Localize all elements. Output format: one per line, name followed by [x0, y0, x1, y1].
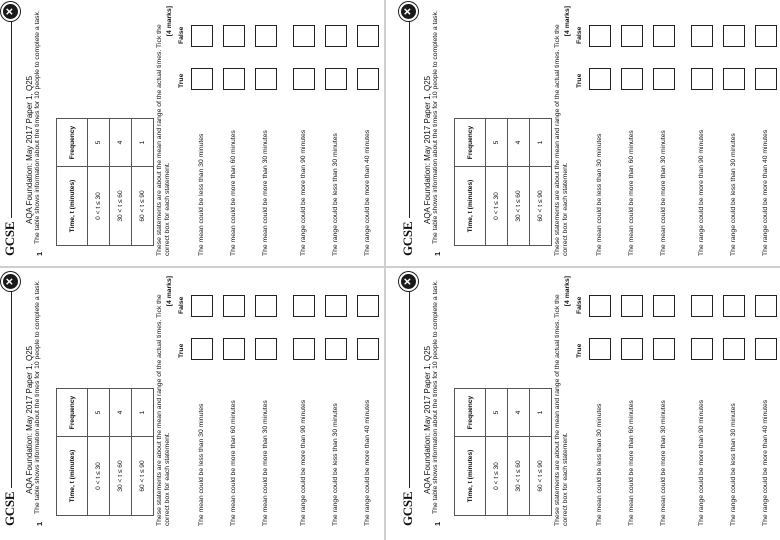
table-cell: 5 [486, 389, 508, 437]
table-header: Frequency [455, 119, 486, 167]
table-cell: 1 [132, 119, 154, 167]
statement-text: The range could be less than 30 minutes [332, 133, 339, 256]
table-cell: 0 < t ≤ 30 [88, 437, 110, 516]
table-row [508, 389, 530, 516]
false-checkbox[interactable] [293, 295, 315, 317]
table-row [486, 119, 508, 246]
table-cell: 4 [508, 119, 530, 167]
statement-text: The mean could be more than 30 minutes [262, 400, 269, 526]
table-cell: 4 [110, 389, 132, 437]
statement-text: The mean could be more than 30 minutes [262, 130, 269, 256]
table-cell: 30 < t ≤ 60 [110, 437, 132, 516]
worksheet-sheet [0, 0, 382, 262]
header-rule [409, 4, 410, 222]
table-header-row [455, 119, 486, 246]
table-cell: 30 < t ≤ 60 [508, 167, 530, 246]
table-cell: 0 < t ≤ 30 [486, 437, 508, 516]
statement-text: The mean could be less than 30 minutes [596, 403, 603, 526]
statement-text: The range could be more than 40 minutes [762, 129, 769, 256]
table-cell: 0 < t ≤ 30 [88, 167, 110, 246]
instruction-text: These statements are about the mean and range of the actual times. Tick the correct box for each statement. [156, 294, 171, 526]
table-header: Time, t (minutes) [455, 167, 486, 246]
statement-text: The mean could be more than 60 minutes [628, 130, 635, 256]
question-number: 1 [35, 521, 44, 526]
table-cell: 30 < t ≤ 60 [508, 437, 530, 516]
source-title: AQA Foundation: May 2017 Paper 1, Q25 [423, 75, 432, 224]
true-checkbox[interactable] [325, 68, 347, 90]
horizontal-divider [0, 266, 780, 268]
false-checkbox[interactable] [691, 25, 713, 47]
question-text: The table shows information about the times for 10 people to complete a task. [432, 10, 439, 244]
header-rule [11, 4, 12, 222]
worksheet-sheet [398, 270, 780, 532]
false-checkbox[interactable] [223, 295, 245, 317]
false-checkbox[interactable] [357, 25, 379, 47]
false-header: False [576, 26, 583, 44]
gcse-badge: GCSE [2, 488, 18, 526]
table-row [88, 389, 110, 516]
table-cell: 60 < t ≤ 90 [530, 437, 552, 516]
statement-text: The mean could be more than 60 minutes [230, 130, 237, 256]
table-header-row [57, 389, 88, 516]
table-row [486, 389, 508, 516]
worksheet-panel-bottom-right [398, 270, 780, 532]
header-band [0, 270, 24, 532]
table-cell: 1 [530, 389, 552, 437]
table-row [110, 389, 132, 516]
false-checkbox[interactable] [223, 25, 245, 47]
marks-label: [4 marks] [564, 276, 571, 307]
table-row [110, 119, 132, 246]
false-checkbox[interactable] [255, 25, 277, 47]
worksheet-panel-top-right [398, 0, 780, 262]
statement-text: The range could be more than 90 minutes [698, 129, 705, 256]
statement-text: The mean could be less than 30 minutes [198, 403, 205, 526]
true-checkbox[interactable] [723, 68, 745, 90]
gcse-badge: GCSE [2, 218, 18, 256]
instruction-text: These statements are about the mean and range of the actual times. Tick the correct box for each statement. [554, 24, 569, 256]
question-number: 1 [433, 521, 442, 526]
header-band [398, 0, 422, 262]
table-cell: 60 < t ≤ 90 [132, 167, 154, 246]
true-checkbox[interactable] [223, 68, 245, 90]
table-row [132, 119, 154, 246]
false-checkbox[interactable] [653, 295, 675, 317]
table-cell: 5 [88, 389, 110, 437]
frequency-table [454, 388, 552, 516]
true-checkbox[interactable] [691, 68, 713, 90]
table-header-row [455, 389, 486, 516]
false-checkbox[interactable] [755, 25, 777, 47]
statement-text: The mean could be more than 60 minutes [230, 400, 237, 526]
false-checkbox[interactable] [621, 25, 643, 47]
true-checkbox[interactable] [191, 338, 213, 360]
statement-text: The mean could be more than 30 minutes [660, 130, 667, 256]
false-checkbox[interactable] [191, 25, 213, 47]
table-cell: 1 [132, 389, 154, 437]
true-checkbox[interactable] [723, 338, 745, 360]
false-header: False [178, 296, 185, 314]
table-header: Frequency [455, 389, 486, 437]
true-checkbox[interactable] [191, 68, 213, 90]
true-checkbox[interactable] [755, 68, 777, 90]
table-cell: 60 < t ≤ 90 [132, 437, 154, 516]
statement-text: The mean could be less than 30 minutes [596, 133, 603, 256]
source-title: AQA Foundation: May 2017 Paper 1, Q25 [423, 345, 432, 494]
source-title: AQA Foundation: May 2017 Paper 1, Q25 [25, 75, 34, 224]
false-checkbox[interactable] [653, 25, 675, 47]
instruction-text: These statements are about the mean and range of the actual times. Tick the correct box for each statement. [554, 294, 569, 526]
table-row [508, 119, 530, 246]
true-header: True [178, 343, 185, 358]
false-checkbox[interactable] [325, 25, 347, 47]
worksheet-sheet [398, 0, 780, 262]
true-checkbox[interactable] [223, 338, 245, 360]
false-checkbox[interactable] [191, 295, 213, 317]
table-cell: 0 < t ≤ 30 [486, 167, 508, 246]
question-number: 1 [35, 251, 44, 256]
false-checkbox[interactable] [723, 25, 745, 47]
false-checkbox[interactable] [589, 295, 611, 317]
table-cell: 5 [486, 119, 508, 167]
false-checkbox[interactable] [723, 295, 745, 317]
false-header: False [576, 296, 583, 314]
true-header: True [576, 73, 583, 88]
statement-text: The range could be less than 30 minutes [730, 403, 737, 526]
frequency-table [454, 118, 552, 246]
statement-text: The range could be more than 90 minutes [698, 399, 705, 526]
true-checkbox[interactable] [293, 68, 315, 90]
marks-label: [4 marks] [166, 6, 173, 37]
source-title: AQA Foundation: May 2017 Paper 1, Q25 [25, 345, 34, 494]
logo-icon: ✕ [1, 272, 20, 291]
table-row [530, 119, 552, 246]
table-header-row [57, 119, 88, 246]
header-rule [409, 274, 410, 492]
logo-icon: ✕ [1, 2, 20, 21]
logo-icon: ✕ [399, 2, 418, 21]
true-checkbox[interactable] [255, 338, 277, 360]
statement-text: The mean could be more than 30 minutes [660, 400, 667, 526]
true-checkbox[interactable] [653, 68, 675, 90]
statement-text: The range could be less than 30 minutes [332, 403, 339, 526]
table-row [530, 389, 552, 516]
false-checkbox[interactable] [755, 295, 777, 317]
table-header: Frequency [57, 119, 88, 167]
true-checkbox[interactable] [357, 68, 379, 90]
statement-text: The range could be more than 40 minutes [762, 399, 769, 526]
instruction-text: These statements are about the mean and range of the actual times. Tick the correct box for each statement. [156, 24, 171, 256]
frequency-table [56, 388, 154, 516]
statement-text: The mean could be more than 60 minutes [628, 400, 635, 526]
statement-text: The range could be less than 30 minutes [730, 133, 737, 256]
true-checkbox[interactable] [755, 338, 777, 360]
false-header: False [178, 26, 185, 44]
frequency-table [56, 118, 154, 246]
table-header: Frequency [57, 389, 88, 437]
question-number: 1 [433, 251, 442, 256]
true-checkbox[interactable] [691, 338, 713, 360]
true-checkbox[interactable] [653, 338, 675, 360]
table-cell: 4 [110, 119, 132, 167]
statement-text: The mean could be less than 30 minutes [198, 133, 205, 256]
header-rule [11, 274, 12, 492]
question-text: The table shows information about the times for 10 people to complete a task. [34, 10, 41, 244]
false-checkbox[interactable] [357, 295, 379, 317]
table-cell: 4 [508, 389, 530, 437]
table-header: Time, t (minutes) [455, 437, 486, 516]
worksheet-sheet [0, 270, 382, 532]
gcse-badge: GCSE [400, 488, 416, 526]
statement-text: The range could be more than 90 minutes [300, 129, 307, 256]
worksheet-panel-top-left [0, 0, 382, 262]
true-checkbox[interactable] [621, 68, 643, 90]
header-band [398, 270, 422, 532]
question-text: The table shows information about the times for 10 people to complete a task. [432, 280, 439, 514]
vertical-divider [384, 0, 386, 540]
marks-label: [4 marks] [166, 276, 173, 307]
table-header: Time, t (minutes) [57, 437, 88, 516]
statement-text: The range could be more than 90 minutes [300, 399, 307, 526]
true-checkbox[interactable] [357, 338, 379, 360]
true-header: True [178, 73, 185, 88]
table-cell: 30 < t ≤ 60 [110, 167, 132, 246]
table-header: Time, t (minutes) [57, 167, 88, 246]
header-band [0, 0, 24, 262]
table-row [132, 389, 154, 516]
question-text: The table shows information about the times for 10 people to complete a task. [34, 280, 41, 514]
true-checkbox[interactable] [325, 338, 347, 360]
false-checkbox[interactable] [293, 25, 315, 47]
marks-label: [4 marks] [564, 6, 571, 37]
true-checkbox[interactable] [621, 338, 643, 360]
table-row [88, 119, 110, 246]
worksheet-panel-bottom-left [0, 270, 382, 532]
false-checkbox[interactable] [691, 295, 713, 317]
true-checkbox[interactable] [589, 338, 611, 360]
true-checkbox[interactable] [293, 338, 315, 360]
false-checkbox[interactable] [589, 25, 611, 47]
statement-text: The range could be more than 40 minutes [364, 129, 371, 256]
table-cell: 60 < t ≤ 90 [530, 167, 552, 246]
statement-text: The range could be more than 40 minutes [364, 399, 371, 526]
false-checkbox[interactable] [255, 295, 277, 317]
table-cell: 1 [530, 119, 552, 167]
true-checkbox[interactable] [255, 68, 277, 90]
true-header: True [576, 343, 583, 358]
logo-icon: ✕ [399, 272, 418, 291]
table-cell: 5 [88, 119, 110, 167]
false-checkbox[interactable] [621, 295, 643, 317]
gcse-badge: GCSE [400, 218, 416, 256]
false-checkbox[interactable] [325, 295, 347, 317]
true-checkbox[interactable] [589, 68, 611, 90]
